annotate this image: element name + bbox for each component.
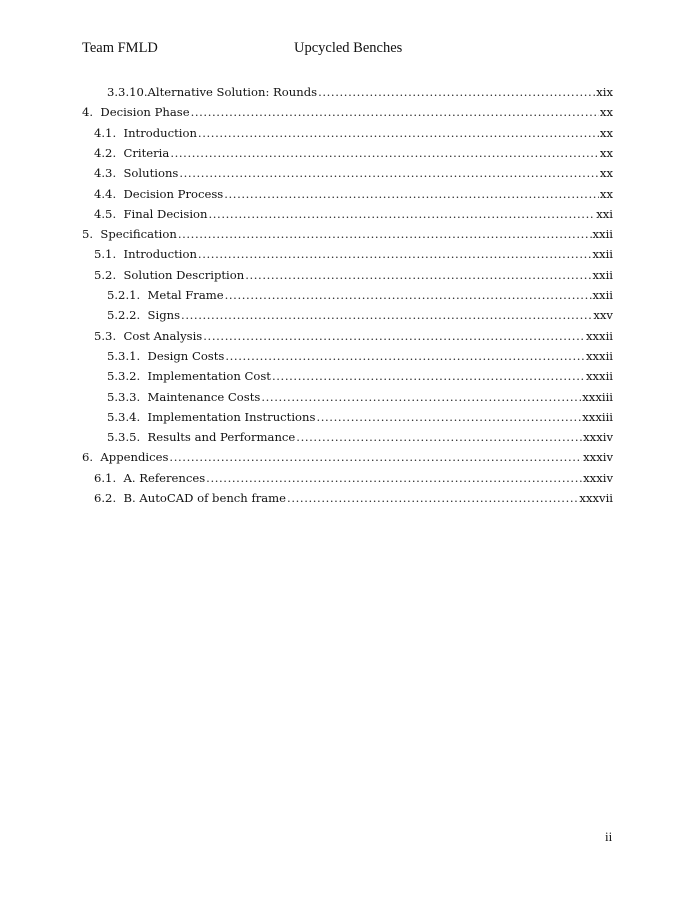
toc-entry-label: 4.1. Introduction (94, 125, 197, 140)
toc-dot-leader (272, 368, 585, 384)
toc-entry-page: xx (599, 186, 613, 201)
toc-entry[interactable] (94, 242, 613, 262)
toc-dot-leader (296, 429, 582, 445)
toc-entry[interactable] (94, 486, 613, 506)
toc-dot-leader (178, 226, 592, 242)
toc-entry-label: 5.3.4. Implementation Instructions (107, 409, 316, 424)
toc-entry-page: xx (599, 105, 613, 120)
toc-entry[interactable] (107, 405, 613, 425)
toc-entry-page: xxii (592, 267, 613, 282)
toc-entry-page: xxxiv (583, 470, 613, 485)
toc-entry-page: xxv (593, 308, 613, 323)
toc-entry-label: 5.2.2. Signs (107, 308, 181, 323)
toc-dot-leader (261, 389, 581, 405)
toc-entry-label: 6. Appendices (82, 450, 169, 465)
toc-entry-page: xxxiii (582, 389, 613, 404)
toc-dot-leader (203, 328, 585, 344)
toc-dot-leader (170, 145, 599, 161)
toc-entry[interactable] (107, 344, 613, 364)
toc-entry[interactable] (107, 283, 613, 303)
header-project-title: Upcycled Benches (294, 40, 403, 56)
toc-entry-page: xxxii (585, 369, 613, 384)
toc-dot-leader (318, 84, 595, 100)
toc-dot-leader (179, 165, 599, 181)
toc-entry-page: xx (599, 125, 613, 140)
toc-entry-label: 5.2.1. Metal Frame (107, 288, 224, 302)
toc-entry-label: 3.3.10.Alternative Solution: Rounds (107, 85, 318, 99)
page-number: ii (605, 829, 613, 844)
toc-entry-label: 4.5. Final Decision (94, 206, 208, 221)
toc-entry[interactable] (94, 466, 613, 486)
toc-entry-page: xxxvii (579, 491, 613, 505)
toc-entry[interactable] (94, 202, 613, 222)
toc-entry[interactable] (107, 364, 613, 384)
toc-entry-page: xxi (596, 206, 613, 221)
toc-dot-leader (198, 125, 599, 141)
toc-entry[interactable] (107, 303, 613, 323)
toc-entry[interactable] (82, 100, 613, 120)
toc-entry-page: xx (599, 145, 613, 160)
toc-entry-page: xxxiii (582, 409, 613, 424)
toc-entry[interactable] (94, 121, 613, 141)
toc-entry[interactable] (94, 141, 613, 161)
toc-entry[interactable] (107, 80, 613, 100)
toc-entry-label: 6.1. A. References (94, 470, 206, 485)
toc-entry-page: xxxiv (583, 430, 613, 445)
toc-entry-page: xxxii (585, 348, 613, 363)
toc-entry-page: xxxii (585, 328, 613, 343)
toc-entry[interactable] (94, 263, 613, 283)
toc-entry[interactable] (107, 425, 613, 445)
toc-entry-page: xxii (592, 227, 613, 242)
toc-entry-label: 5.2. Solution Description (94, 267, 245, 282)
toc-dot-leader (198, 246, 592, 262)
page-header (82, 40, 613, 60)
toc-entry[interactable] (82, 445, 613, 465)
toc-entry-label: 6.2. B. AutoCAD of bench frame (94, 491, 287, 505)
toc-entry-page: xix (596, 85, 613, 99)
toc-entry-label: 4.2. Criteria (94, 145, 170, 160)
toc-dot-leader (208, 206, 595, 222)
toc-dot-leader (191, 104, 599, 120)
toc-entry-label: 5. Specification (82, 227, 177, 242)
toc-entry-label: 5.3.2. Implementation Cost (107, 369, 271, 384)
toc-entry-label: 5.3.5. Results and Performance (107, 430, 296, 445)
toc-dot-leader (287, 490, 578, 506)
toc-entry[interactable] (82, 222, 613, 242)
toc-dot-leader (225, 287, 592, 303)
toc-dot-leader (245, 267, 591, 283)
toc-dot-leader (206, 470, 582, 486)
toc-entry-label: 5.3.3. Maintenance Costs (107, 389, 261, 404)
toc-entry-label: 4. Decision Phase (82, 105, 190, 120)
toc-entry-label: 4.4. Decision Process (94, 186, 224, 201)
toc-entry[interactable] (107, 385, 613, 405)
toc-entry-page: xx (599, 166, 613, 181)
toc-entry[interactable] (94, 324, 613, 344)
toc-dot-leader (169, 449, 582, 465)
toc-entry[interactable] (94, 161, 613, 181)
toc-entry-label: 5.3. Cost Analysis (94, 328, 203, 343)
toc-entry-page: xxii (592, 247, 613, 262)
toc-dot-leader (316, 409, 581, 425)
toc-dot-leader (225, 348, 585, 364)
toc-entry-label: 4.3. Solutions (94, 166, 179, 181)
header-team-name: Team FMLD (82, 40, 158, 56)
toc-dot-leader (224, 186, 599, 202)
toc-dot-leader (181, 307, 592, 323)
toc-entry-label: 5.3.1. Design Costs (107, 348, 225, 363)
toc-entry-page: xxxiv (583, 450, 613, 465)
toc-entry-page: xxii (592, 288, 613, 302)
toc-entry[interactable] (94, 182, 613, 202)
toc-entry-label: 5.1. Introduction (94, 247, 197, 262)
